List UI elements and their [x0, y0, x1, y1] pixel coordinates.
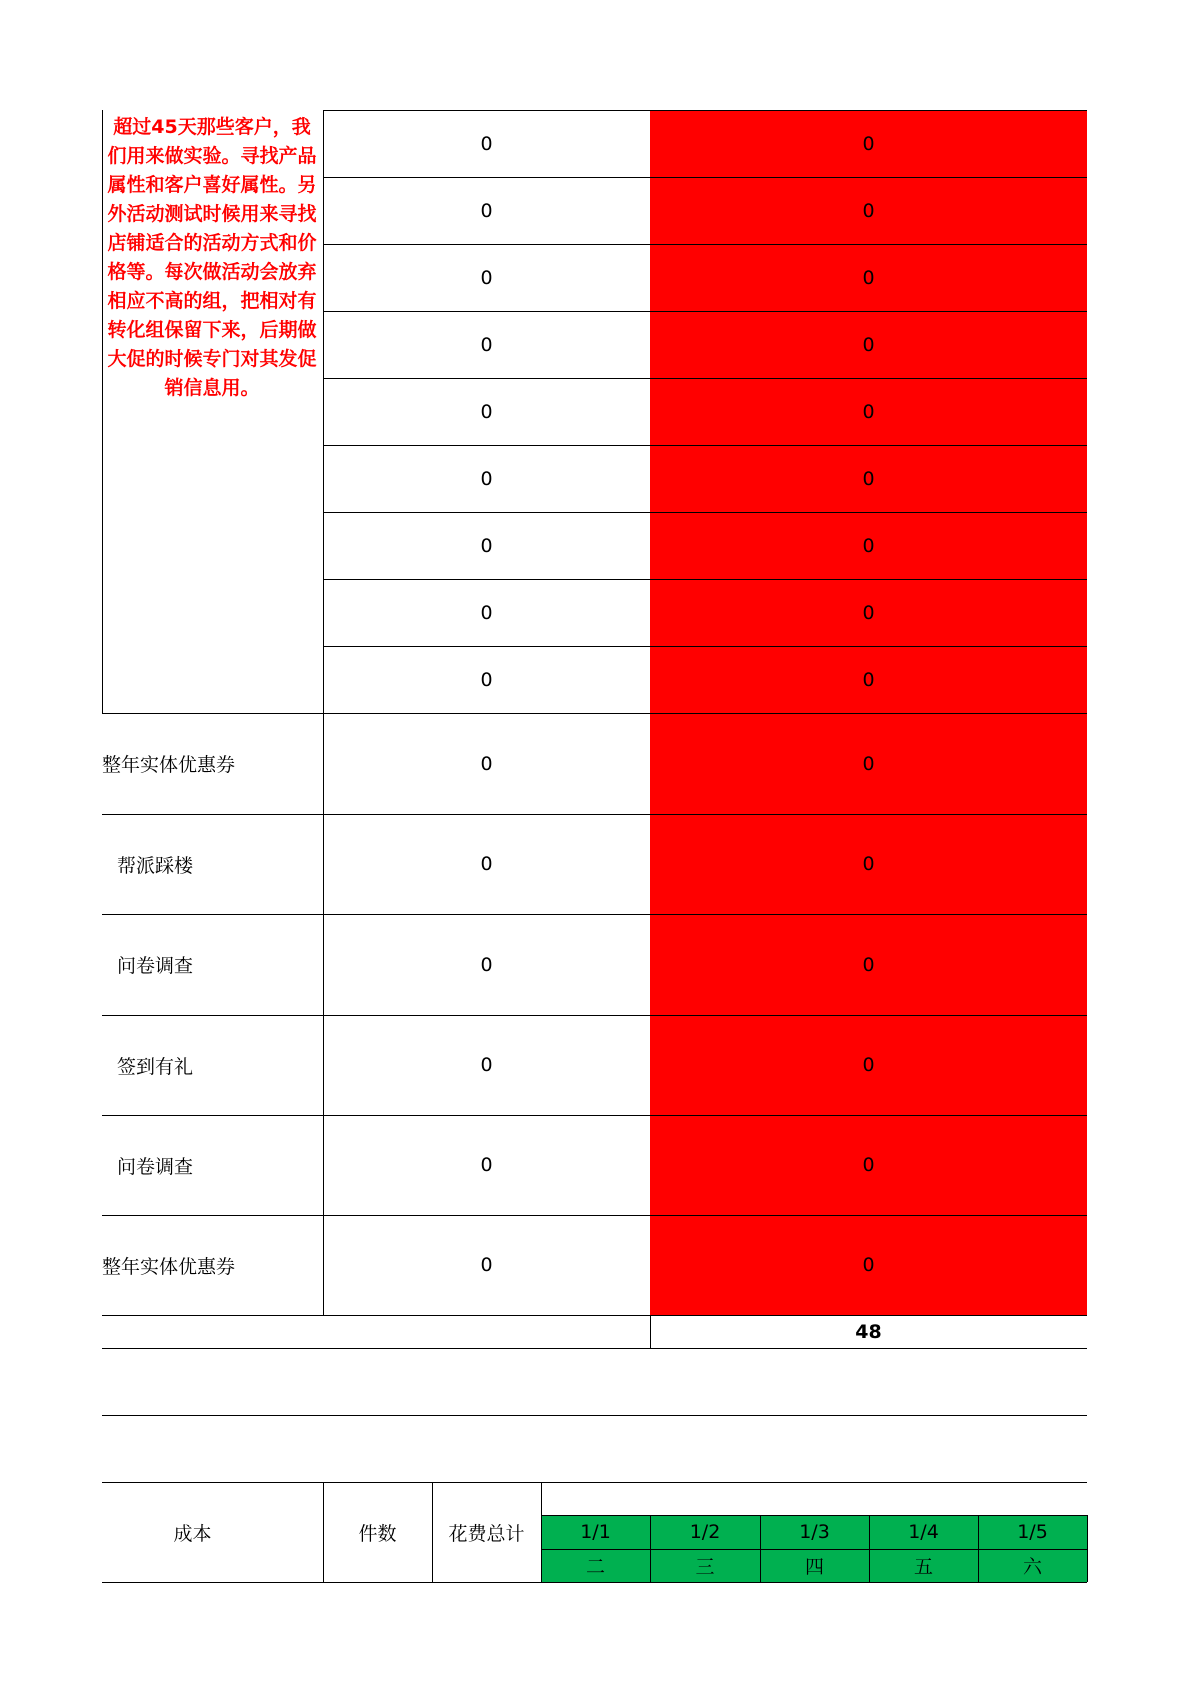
activity-cost: 0: [650, 1215, 1087, 1315]
grid-line: [323, 311, 1087, 312]
group-row-count: 0: [480, 534, 493, 557]
group-row-count: 0: [480, 467, 493, 490]
grid-line: [102, 1115, 1087, 1116]
group-row-cost: 0: [650, 311, 1087, 378]
grid-line: [541, 1482, 542, 1582]
grid-line: [102, 1582, 1087, 1583]
count-header: 件数: [358, 1522, 397, 1545]
group-row-count: 0: [480, 601, 493, 624]
grid-line: [102, 1215, 1087, 1216]
activity-count: 0: [480, 853, 493, 875]
date-header: 1/2: [650, 1515, 760, 1549]
grid-line: [323, 445, 1087, 446]
group-row-count: 0: [480, 199, 493, 222]
activity-cost: 0: [650, 914, 1087, 1015]
cost-total: 48: [855, 1320, 882, 1343]
activity-label: 问卷调查: [117, 1155, 194, 1178]
group-row-cost: 0: [650, 378, 1087, 445]
grid-line: [650, 1515, 651, 1582]
group-row-cost: 0: [650, 244, 1087, 311]
grid-line: [978, 1515, 979, 1582]
grid-line: [102, 713, 1087, 714]
grid-line: [323, 646, 1087, 647]
grid-line: [323, 579, 1087, 580]
group-row-count: 0: [480, 132, 493, 155]
group-row-cost: 0: [650, 579, 1087, 646]
date-header: 1/5: [978, 1515, 1087, 1549]
activity-count: 0: [480, 1154, 493, 1176]
grid-line: [102, 814, 1087, 815]
grid-line: [102, 1015, 1087, 1016]
grid-line: [102, 110, 103, 713]
grid-line: [760, 1515, 761, 1582]
date-header: 1/3: [760, 1515, 869, 1549]
grid-line: [323, 177, 1087, 178]
grid-line: [1087, 1515, 1088, 1582]
grid-line: [323, 1482, 324, 1582]
group-row-count: 0: [480, 400, 493, 423]
weekday-header: 六: [978, 1549, 1087, 1582]
activity-cost: 0: [650, 1015, 1087, 1115]
group-row-cost: 0: [650, 110, 1087, 177]
activity-cost: 0: [650, 713, 1087, 814]
weekday-header: 五: [869, 1549, 978, 1582]
group-row-cost: 0: [650, 512, 1087, 579]
date-header: 1/4: [869, 1515, 978, 1549]
grid-line: [650, 1315, 651, 1348]
grid-line: [102, 1348, 1087, 1349]
activity-count: 0: [480, 1254, 493, 1276]
grid-line: [323, 110, 324, 1315]
grid-line: [432, 1482, 433, 1582]
cost-header: 成本: [173, 1522, 212, 1545]
activity-cost: 0: [650, 1115, 1087, 1215]
activity-count: 0: [480, 1054, 493, 1076]
date-header: 1/1: [541, 1515, 650, 1549]
activity-count: 0: [480, 953, 493, 976]
grid-line: [323, 378, 1087, 379]
group-row-count: 0: [480, 333, 493, 356]
grid-line: [541, 1549, 1087, 1550]
grid-line: [541, 1515, 1087, 1516]
activity-label: 帮派踩楼: [117, 854, 194, 877]
group-row-cost: 0: [650, 177, 1087, 244]
grid-line: [323, 244, 1087, 245]
grid-line: [102, 1482, 1087, 1483]
activity-label: 签到有礼: [117, 1055, 194, 1078]
group-row-count: 0: [480, 266, 493, 289]
weekday-header: 四: [760, 1549, 869, 1582]
group-row-count: 0: [480, 668, 493, 691]
activity-label: 整年实体优惠券: [102, 754, 236, 776]
activity-cost: 0: [650, 814, 1087, 914]
total-spend-header: 花费总计: [448, 1522, 525, 1545]
activity-label: 问卷调查: [117, 955, 194, 977]
grid-line: [102, 1315, 1087, 1316]
weekday-header: 三: [650, 1549, 760, 1582]
grid-line: [323, 512, 1087, 513]
experiment-note: 超过45天那些客户，我们用来做实验。寻找产品属性和客户喜好属性。另外活动测试时候用来寻找店铺适合的活动方式和价格等。每次做活动会放弃相应不高的组，把相对有转化组保留下来，后期做大促的时候专门对其发促销信息用。: [107, 116, 317, 399]
group-row-cost: 0: [650, 445, 1087, 512]
grid-line: [869, 1515, 870, 1582]
activity-label: 整年实体优惠券: [102, 1255, 236, 1278]
grid-line: [323, 110, 1087, 111]
grid-line: [102, 1415, 1087, 1416]
activity-count: 0: [480, 752, 493, 775]
weekday-header: 二: [541, 1549, 650, 1582]
grid-line: [102, 914, 1087, 915]
group-row-cost: 0: [650, 646, 1087, 713]
